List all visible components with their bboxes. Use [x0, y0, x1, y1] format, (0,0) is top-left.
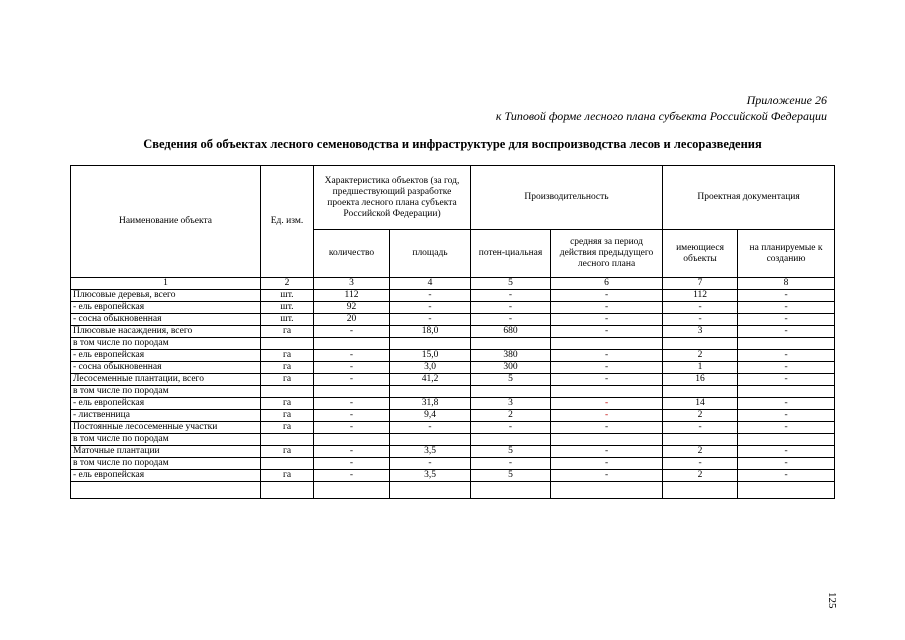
appendix-line-1: Приложение 26 — [746, 93, 827, 107]
table-cell: - — [551, 362, 663, 374]
table-cell — [551, 386, 663, 398]
table-cell: - — [738, 350, 835, 362]
table-cell — [738, 482, 835, 499]
table-row — [71, 302, 835, 314]
table-cell: - — [314, 422, 390, 434]
object-name-cell: Маточные плантации — [71, 446, 261, 458]
table-row — [71, 290, 835, 302]
table-cell: - — [471, 314, 551, 326]
table-cell: га — [261, 470, 314, 482]
object-name-cell: Плюсовые деревья, всего — [71, 290, 261, 302]
appendix-note — [496, 92, 827, 124]
table-cell — [738, 434, 835, 446]
header-quantity: количество — [314, 230, 390, 278]
table-cell: 5 — [471, 374, 551, 386]
table-cell: - — [663, 422, 738, 434]
table-cell: 2 — [471, 410, 551, 422]
table-cell — [471, 482, 551, 499]
table-cell: - — [390, 290, 471, 302]
table-cell: - — [738, 422, 835, 434]
table-cell: - — [551, 326, 663, 338]
column-number: 8 — [738, 278, 835, 290]
table-cell: 3,5 — [390, 470, 471, 482]
header-productivity: Производительность — [471, 166, 663, 230]
table-cell: - — [551, 422, 663, 434]
table-row — [71, 374, 835, 386]
column-number: 4 — [390, 278, 471, 290]
table-row — [71, 458, 835, 470]
table-cell — [390, 482, 471, 499]
table-cell: - — [314, 458, 390, 470]
table-cell: га — [261, 422, 314, 434]
column-number: 7 — [663, 278, 738, 290]
table-cell: - — [738, 446, 835, 458]
header-unit: Ед. изм. — [261, 166, 314, 278]
table-row — [71, 482, 835, 499]
table-cell: 3,0 — [390, 362, 471, 374]
table-cell: 18,0 — [390, 326, 471, 338]
table-row — [71, 470, 835, 482]
table-cell — [738, 386, 835, 398]
object-name-cell: - сосна обыкновенная — [71, 362, 261, 374]
table-cell: 2 — [663, 446, 738, 458]
table-row — [71, 338, 835, 350]
table-cell: 2 — [663, 410, 738, 422]
table-cell: 3 — [471, 398, 551, 410]
table-cell: - — [551, 458, 663, 470]
table-cell: - — [738, 326, 835, 338]
object-name-cell: Лесосеменные плантации, всего — [71, 374, 261, 386]
table-cell — [471, 434, 551, 446]
seed-objects-table — [70, 165, 835, 499]
table-cell: - — [314, 374, 390, 386]
header-row-1 — [71, 166, 835, 230]
table-row — [71, 314, 835, 326]
table-cell: - — [471, 422, 551, 434]
table-cell — [390, 338, 471, 350]
table-cell: - — [390, 458, 471, 470]
column-number: 5 — [471, 278, 551, 290]
table-row — [71, 326, 835, 338]
table-cell: - — [738, 398, 835, 410]
table-cell: - — [551, 470, 663, 482]
table-cell: - — [551, 374, 663, 386]
table-cell — [471, 386, 551, 398]
table-cell — [261, 386, 314, 398]
table-cell: 112 — [314, 290, 390, 302]
table-cell — [551, 482, 663, 499]
column-numbers-row — [71, 278, 835, 290]
table-cell — [663, 482, 738, 499]
table-cell — [261, 458, 314, 470]
table-cell: - — [551, 302, 663, 314]
table-cell — [314, 482, 390, 499]
document-title: Сведения об объектах лесного семеноводства и инфраструктуре для воспроизводства лесов и лесоразведения — [143, 137, 762, 151]
table-cell: - — [663, 302, 738, 314]
table-cell: 2 — [663, 470, 738, 482]
table-cell — [663, 386, 738, 398]
table-row — [71, 446, 835, 458]
object-name-cell: - лиственница — [71, 410, 261, 422]
table-cell: га — [261, 326, 314, 338]
object-name-cell: - ель европейская — [71, 302, 261, 314]
column-number: 3 — [314, 278, 390, 290]
table-cell: - — [551, 446, 663, 458]
object-name-cell: в том числе по породам — [71, 338, 261, 350]
table-cell: га — [261, 374, 314, 386]
table-cell: 31,8 — [390, 398, 471, 410]
table-row — [71, 410, 835, 422]
table-cell: - — [551, 410, 663, 422]
table-cell: - — [738, 290, 835, 302]
table-cell: - — [551, 350, 663, 362]
object-name-cell: - ель европейская — [71, 398, 261, 410]
table-cell: 16 — [663, 374, 738, 386]
appendix-line-2: к Типовой форме лесного плана субъекта Российской Федерации — [495, 109, 827, 123]
table-cell: - — [738, 458, 835, 470]
object-name-cell: в том числе по породам — [71, 434, 261, 446]
table-cell: - — [471, 290, 551, 302]
table-cell: - — [551, 314, 663, 326]
table-cell: 15,0 — [390, 350, 471, 362]
table-cell: - — [314, 446, 390, 458]
table-body — [71, 290, 835, 499]
table-cell: - — [551, 290, 663, 302]
table-cell — [471, 338, 551, 350]
table-cell — [663, 434, 738, 446]
table-cell: - — [314, 350, 390, 362]
table-cell: - — [663, 458, 738, 470]
table-cell: - — [738, 470, 835, 482]
table-cell: 41,2 — [390, 374, 471, 386]
table-cell: 20 — [314, 314, 390, 326]
header-area: площадь — [390, 230, 471, 278]
object-name-cell: Плюсовые насаждения, всего — [71, 326, 261, 338]
table-cell: - — [390, 302, 471, 314]
table-cell — [314, 338, 390, 350]
table-cell — [261, 482, 314, 499]
header-potential: потен-циальная — [471, 230, 551, 278]
table-cell: шт. — [261, 290, 314, 302]
object-name-cell: - сосна обыкновенная — [71, 314, 261, 326]
table-cell — [663, 338, 738, 350]
table-cell: - — [314, 326, 390, 338]
table-cell — [390, 434, 471, 446]
table-row — [71, 422, 835, 434]
table-row — [71, 386, 835, 398]
object-name-cell: в том числе по породам — [71, 386, 261, 398]
table-cell: 5 — [471, 446, 551, 458]
column-number: 6 — [551, 278, 663, 290]
table-cell: 680 — [471, 326, 551, 338]
table-cell — [261, 338, 314, 350]
table-cell: - — [738, 302, 835, 314]
column-number: 2 — [261, 278, 314, 290]
table-cell: 380 — [471, 350, 551, 362]
table-cell — [551, 338, 663, 350]
table-cell: - — [551, 398, 663, 410]
object-name-cell: в том числе по породам — [71, 458, 261, 470]
header-existing: имеющиеся объекты — [663, 230, 738, 278]
table-cell: - — [738, 374, 835, 386]
header-average: средняя за период действия предыдущего лесного плана — [551, 230, 663, 278]
table-row — [71, 434, 835, 446]
table-cell — [261, 434, 314, 446]
header-project-docs: Проектная документация — [663, 166, 835, 230]
table-cell: 2 — [663, 350, 738, 362]
table-cell: - — [663, 314, 738, 326]
table-cell: - — [314, 470, 390, 482]
table-cell — [390, 386, 471, 398]
table-cell: 5 — [471, 470, 551, 482]
object-name-cell: - ель европейская — [71, 350, 261, 362]
object-name-cell: - ель европейская — [71, 470, 261, 482]
object-name-cell: Постоянные лесосеменные участки — [71, 422, 261, 434]
table-cell: - — [738, 314, 835, 326]
table-cell: га — [261, 398, 314, 410]
table-cell: 92 — [314, 302, 390, 314]
table-cell: 3 — [663, 326, 738, 338]
table-cell: - — [738, 410, 835, 422]
table-cell: 1 — [663, 362, 738, 374]
table-cell: 9,4 — [390, 410, 471, 422]
table-cell: - — [471, 302, 551, 314]
table-cell: 14 — [663, 398, 738, 410]
table-cell: - — [314, 398, 390, 410]
table-cell: - — [314, 410, 390, 422]
table-cell: 3,5 — [390, 446, 471, 458]
column-number: 1 — [71, 278, 261, 290]
table-cell: га — [261, 362, 314, 374]
table-cell — [738, 338, 835, 350]
table-cell: - — [471, 458, 551, 470]
table-cell: шт. — [261, 302, 314, 314]
table-cell — [551, 434, 663, 446]
table-cell: - — [390, 314, 471, 326]
table-cell: - — [390, 422, 471, 434]
table-cell: га — [261, 410, 314, 422]
table-cell — [314, 434, 390, 446]
table-cell: га — [261, 350, 314, 362]
table-cell: 300 — [471, 362, 551, 374]
table-cell: - — [738, 362, 835, 374]
table-row — [71, 350, 835, 362]
page-number: 125 — [826, 592, 838, 609]
table-cell: - — [314, 362, 390, 374]
table-cell: га — [261, 446, 314, 458]
table-row — [71, 362, 835, 374]
table-cell: шт. — [261, 314, 314, 326]
object-name-cell — [71, 482, 261, 499]
header-name: Наименование объекта — [71, 166, 261, 278]
header-characteristic: Характеристика объектов (за год, предшествующий разработке проекта лесного плана субъекта Российской Федерации) — [314, 166, 471, 230]
table-cell: 112 — [663, 290, 738, 302]
table-row — [71, 398, 835, 410]
header-planned: на планируемые к созданию — [738, 230, 835, 278]
table-cell — [314, 386, 390, 398]
